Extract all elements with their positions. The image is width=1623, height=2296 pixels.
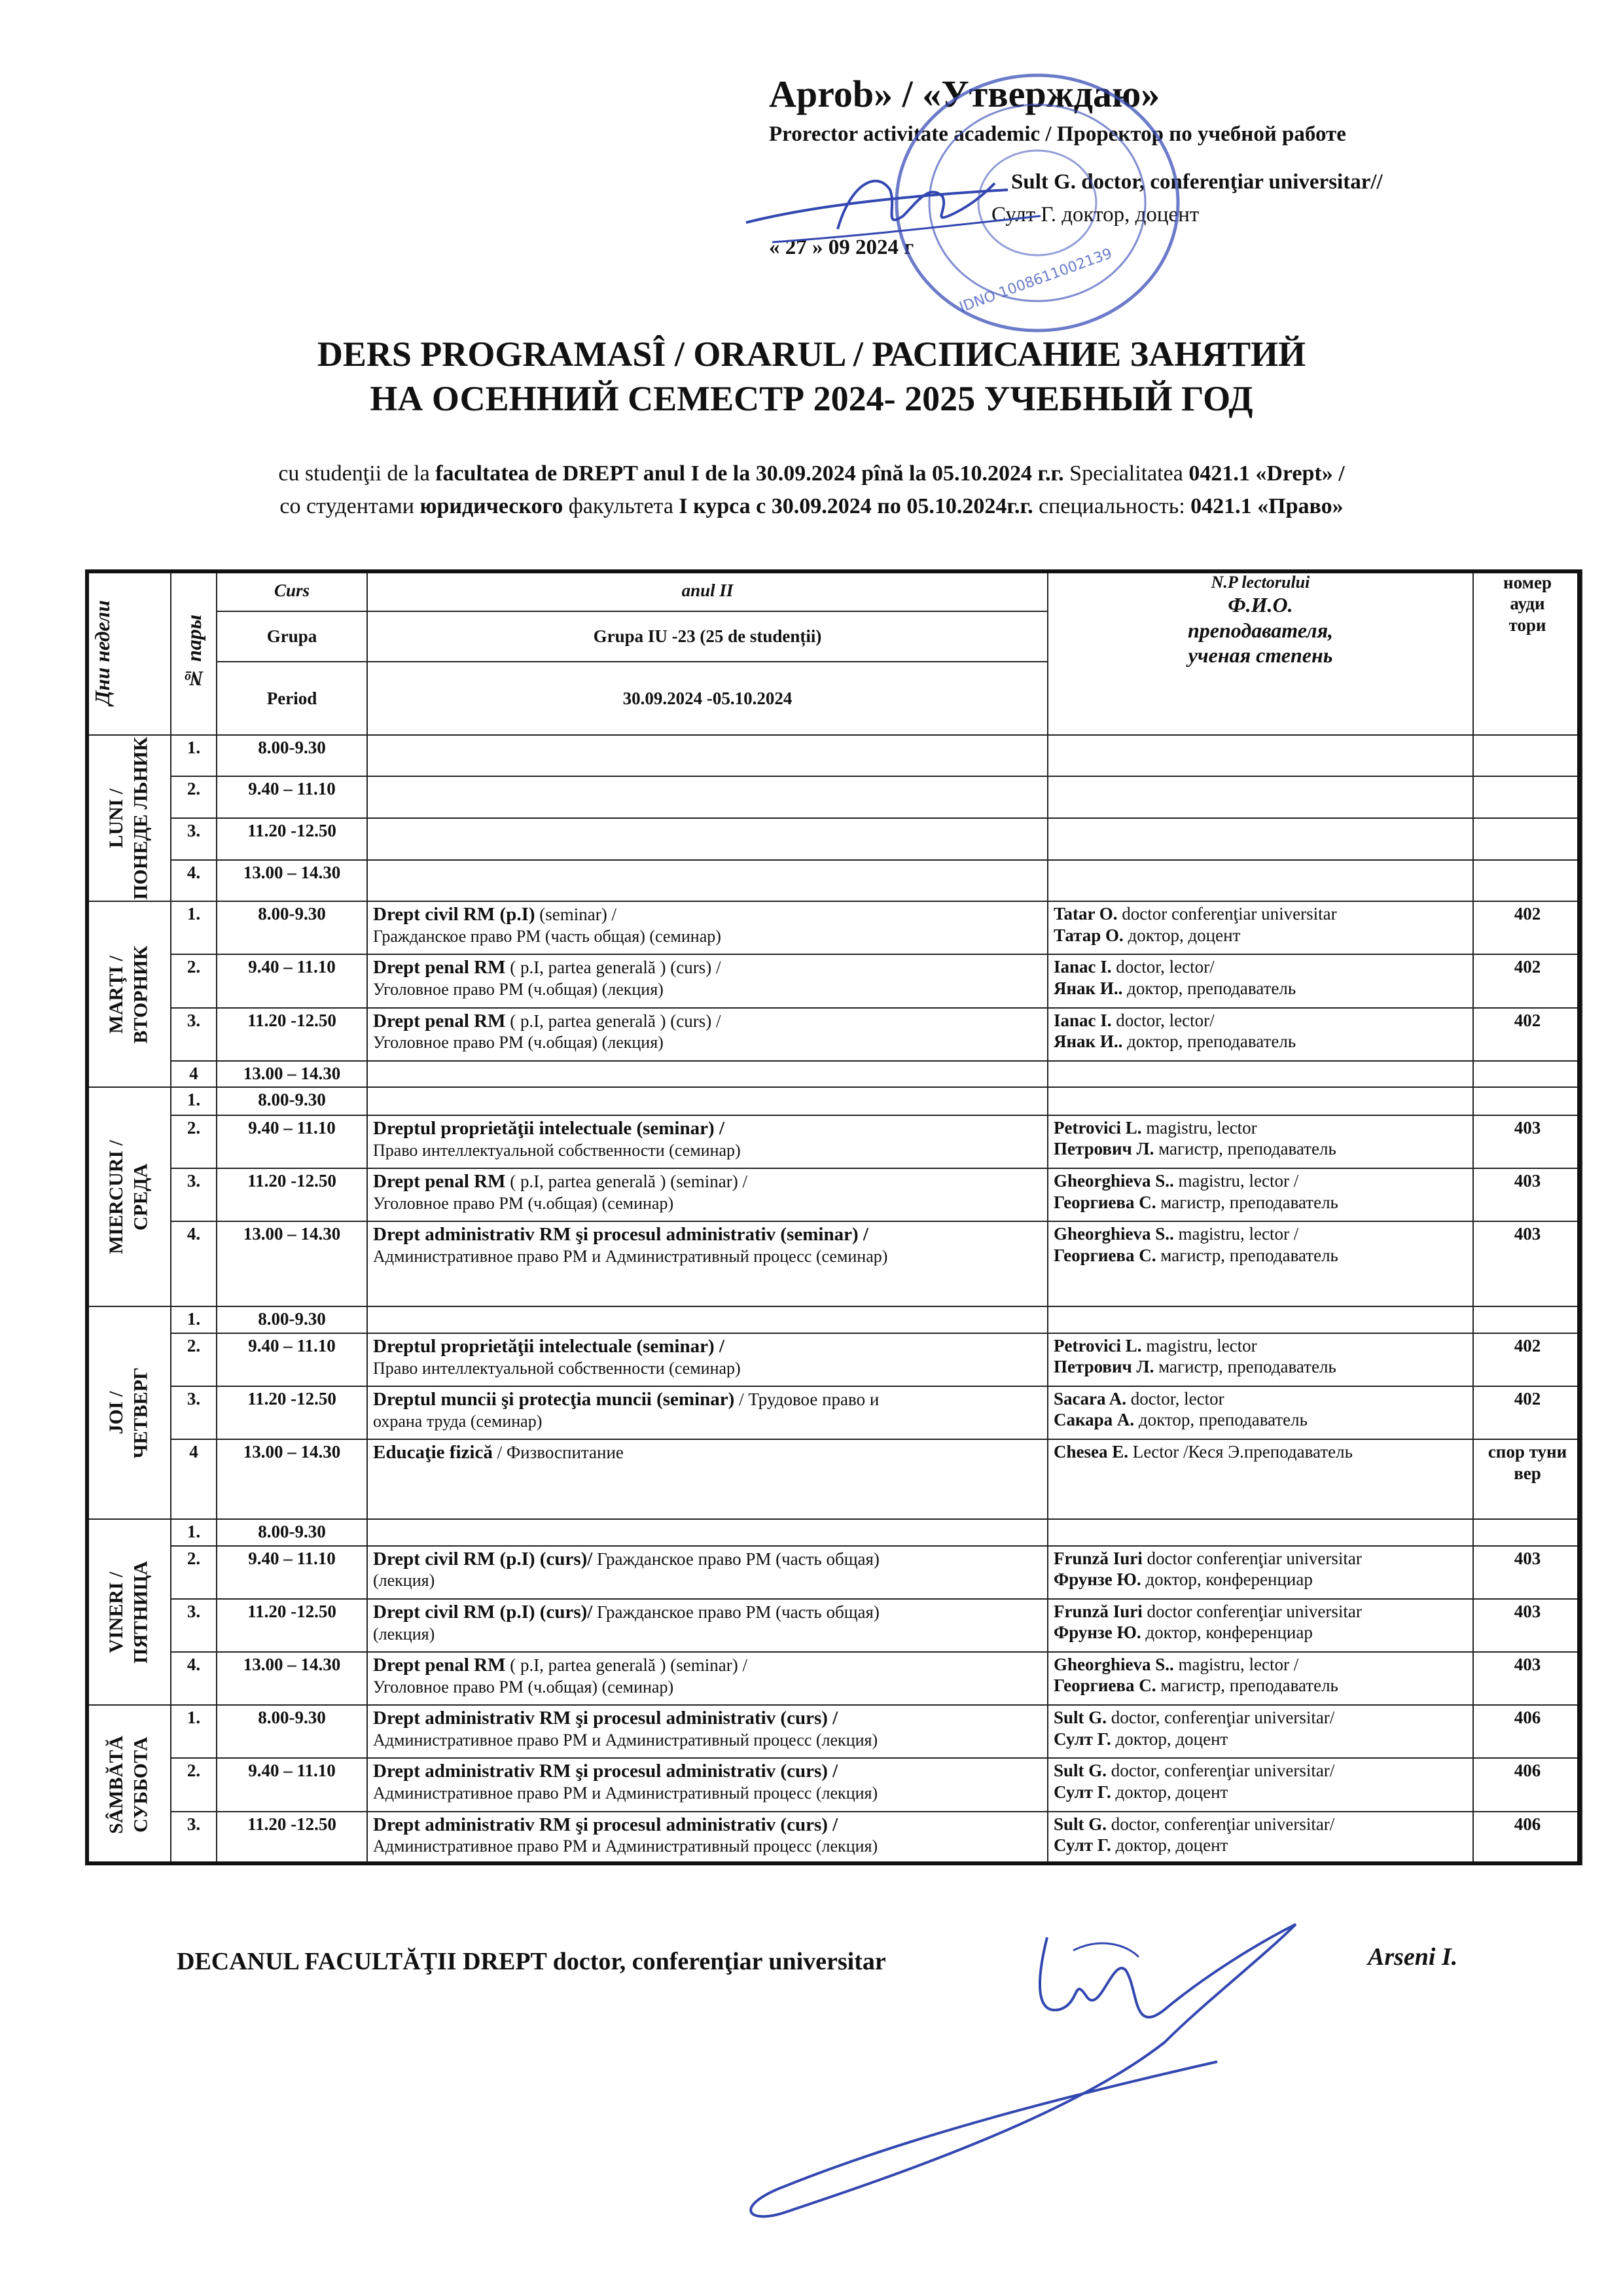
pair-number: 1. <box>171 1519 217 1546</box>
subtitle-ro-d: 0421.1 «Drept» / <box>1188 461 1345 486</box>
approval-date: « 27 » 09 2024 г <box>769 236 914 259</box>
subject-ro: Educaţie fizică <box>373 1442 493 1463</box>
stamp-id-text: IDNO 1008611002139 <box>957 245 1115 316</box>
lecturer-ro-name: Ianac I. <box>1054 957 1112 977</box>
day-name-ru: СРЕДА <box>130 1163 151 1230</box>
lecturer-ru-name: Фрунзе Ю. <box>1054 1623 1141 1643</box>
lecturer-ro-name: Sult G. <box>1054 1708 1107 1728</box>
subject-ro-extra: Гражданское право РМ (часть общая) <box>592 1549 880 1569</box>
lecturer-ro-name: Sacara A. <box>1054 1389 1126 1409</box>
lecturer-ro-title: magistru, lector / <box>1173 1224 1299 1244</box>
subject-ro-extra: / Трудовое право и <box>734 1390 880 1410</box>
lecturer-ru-title: магистр, преподаватель <box>1156 1192 1338 1212</box>
lecturer-ru-name: Сакара А. <box>1054 1410 1135 1430</box>
period-value: 30.09.2024 -05.10.2024 <box>367 662 1048 735</box>
lecturer-ru-name: Петрович Л. <box>1054 1139 1154 1159</box>
day-name-ru: ПОНЕДЕ ЛЬНИК <box>130 736 151 900</box>
subject-ro: Dreptul proprietăţii intelectuale (seminar) / <box>373 1118 724 1139</box>
subject-ro: Drept civil RM (p.I) (curs)/ <box>373 1601 593 1623</box>
subject-ro-extra: / Физвоспитание <box>492 1443 624 1463</box>
pair-number: 2. <box>171 1333 217 1386</box>
pair-number: 2. <box>171 1115 217 1168</box>
period-label: Period <box>217 662 367 735</box>
curs-label: Curs <box>217 570 367 611</box>
approval-name-ru: Султ Г. доктор, доцент <box>991 203 1200 226</box>
day-name-ro: LUNI / <box>105 788 127 848</box>
subject-ru: Административное право РМ и Административный процесс (семинар) <box>373 1247 888 1266</box>
lecturer-ru-title: доктор, конференциар <box>1141 1623 1313 1643</box>
lecturer-ro-name: Gheorghieva S.. <box>1054 1224 1174 1244</box>
pair-time: 8.00-9.30 <box>217 1519 367 1546</box>
subject-ru: (лекция) <box>373 1571 435 1590</box>
lecturer-ru-name: Георгиева С. <box>1054 1676 1156 1696</box>
lecturer-ru-title: доктор, доцент <box>1123 925 1241 945</box>
pair-time: 11.20 -12.50 <box>217 1386 367 1439</box>
pair-number: 3. <box>171 1599 217 1652</box>
subject-ru: Уголовное право РМ (ч.общая) (лекция) <box>373 1033 664 1052</box>
lecturer-ro-title: magistru, lector <box>1141 1335 1257 1355</box>
pair-column-header: № пары <box>171 570 217 735</box>
pair-number: 2. <box>171 954 217 1007</box>
pair-time: 13.00 – 14.30 <box>217 860 367 902</box>
pair-time: 11.20 -12.50 <box>217 1008 367 1061</box>
room-number: 403 <box>1473 1652 1582 1705</box>
pair-number: 3. <box>171 1386 217 1439</box>
room-number: 406 <box>1473 1705 1582 1758</box>
pair-time: 9.40 – 11.10 <box>217 954 367 1007</box>
pair-number: 2. <box>171 776 217 818</box>
subject-ro-extra: (seminar) / <box>535 905 616 925</box>
pair-time: 8.00-9.30 <box>217 1087 367 1115</box>
pair-time: 13.00 – 14.30 <box>217 1061 367 1088</box>
room-number: 406 <box>1473 1758 1582 1811</box>
lecturer-ro-title: doctor, lector/ <box>1111 957 1215 977</box>
pair-number: 3. <box>171 1008 217 1061</box>
subject-ro: Drept administrativ RM şi procesul administrativ (seminar) / <box>373 1224 868 1246</box>
approval-title: Aprob» / «Утверждаю» <box>769 73 1160 115</box>
room-number: 402 <box>1473 1386 1582 1439</box>
lecturer-ru-name: Фрунзе Ю. <box>1054 1570 1141 1590</box>
lecturer-ru-name: Янак И.. <box>1054 1031 1123 1051</box>
lecturer-ru-title: доктор, преподаватель <box>1134 1410 1308 1430</box>
subject-ro: Dreptul muncii şi protecţia muncii (seminar) <box>373 1389 735 1410</box>
pair-number: 3. <box>171 1168 217 1221</box>
pair-number: 4. <box>171 860 217 902</box>
lecturer-ro-title: Lector /Кеся Э.преподаватель <box>1128 1442 1353 1462</box>
subtitle-ro <box>0 461 1623 486</box>
subject-ru: Уголовное право РМ (ч.общая) (семинар) <box>373 1677 674 1696</box>
subject-ro: Drept administrativ RM şi procesul administrativ (curs) / <box>373 1814 838 1835</box>
lecturer-ro-name: Tatar O. <box>1054 904 1118 924</box>
subject-ro: Drept administrativ RM şi procesul administrativ (curs) / <box>373 1761 838 1782</box>
subject-ro: Drept civil RM (p.I) (curs)/ <box>373 1548 593 1570</box>
pair-time: 11.20 -12.50 <box>217 818 367 860</box>
pair-time: 11.20 -12.50 <box>217 1599 367 1652</box>
pair-number: 1. <box>171 735 217 777</box>
lecturer-ro-name: Gheorghieva S.. <box>1054 1171 1174 1191</box>
day-name-ru: ВТОРНИК <box>130 945 151 1043</box>
grupa-label: Grupa <box>217 611 367 662</box>
dean-line: DECANUL FACULTĂŢII DREPT doctor, conferenţiar universitar <box>177 1948 886 1975</box>
pair-time: 9.40 – 11.10 <box>217 1758 367 1811</box>
room-column-header: номер ауди тори <box>1473 570 1582 735</box>
subject-ru: охрана труда (семинар) <box>373 1411 543 1431</box>
table-outer-border <box>85 569 1581 1865</box>
subject-ru: Административное право РМ и Административный процесс (лекция) <box>373 1837 878 1856</box>
lecturer-ru-title: магистр, преподаватель <box>1154 1139 1336 1159</box>
subject-ro-extra: ( p.I, partea generală ) (curs) / <box>505 1011 721 1031</box>
subject-ro-extra: ( p.I, partea generală ) (curs) / <box>505 958 721 978</box>
lecturer-ro-name: Gheorghieva S.. <box>1054 1655 1174 1675</box>
pair-number: 1. <box>171 1306 217 1333</box>
room-number: 403 <box>1473 1221 1582 1306</box>
approval-role: Prorector activitate academic / Проректор по учебной работе <box>769 122 1346 146</box>
dean-name: Arseni I. <box>1368 1943 1458 1971</box>
lecturer-ro-title: doctor, conferenţiar universitar/ <box>1107 1761 1335 1781</box>
room-number: 403 <box>1473 1599 1582 1652</box>
lecturer-ru-name: Янак И.. <box>1054 978 1123 998</box>
lecturer-ru-name: Петрович Л. <box>1054 1357 1154 1377</box>
subject-ro: Drept administrativ RM şi procesul administrativ (curs) / <box>373 1708 838 1729</box>
lecturer-ru-name: Георгиева С. <box>1054 1192 1156 1212</box>
lecturer-ro-title: doctor, conferenţiar universitar/ <box>1107 1814 1335 1834</box>
lecturer-ru-title: магистр, преподаватель <box>1156 1676 1338 1696</box>
room-number: 403 <box>1473 1168 1582 1221</box>
subject-ru: (лекция) <box>373 1624 435 1643</box>
lecturer-ru-name: Султ Г. <box>1054 1835 1111 1855</box>
subject-ro-extra: Гражданское право РМ (часть общая) <box>592 1602 880 1622</box>
lecturer-ro-title: doctor, lector/ <box>1111 1010 1215 1030</box>
pair-number: 4. <box>171 1652 217 1705</box>
day-name-ro: SÂMBĂTĂ <box>105 1736 127 1835</box>
document-title-line1: DERS PROGRAMASÎ / ORARUL / РАСПИСАНИЕ ЗАНЯТИЙ <box>317 334 1306 374</box>
lecturer-ro-name: Petrovici L. <box>1054 1335 1142 1355</box>
lecturer-ro-title: doctor, conferenţiar universitar/ <box>1107 1708 1335 1728</box>
lecturer-ro-title: magistru, lector <box>1141 1118 1257 1138</box>
pair-number: 3. <box>171 818 217 860</box>
subject-ru: Гражданское право РМ (часть общая) (семинар) <box>373 927 721 946</box>
pair-number: 4 <box>171 1061 217 1088</box>
subject-ru: Право интеллектуальной собственности (семинар) <box>373 1140 741 1160</box>
room-number: 402 <box>1473 954 1582 1007</box>
pair-number: 2. <box>171 1546 217 1599</box>
pair-time: 9.40 – 11.10 <box>217 776 367 818</box>
subject-ro-extra: ( p.I, partea generală ) (seminar) / <box>505 1655 748 1676</box>
lecturer-ro-title: doctor conferenţiar universitar <box>1142 1548 1362 1568</box>
pair-time: 11.20 -12.50 <box>217 1812 367 1865</box>
lecturer-ro-name: Frunză Iuri <box>1054 1548 1143 1568</box>
subject-ro: Drept penal RM <box>373 1655 506 1676</box>
subtitle-ru <box>0 494 1623 519</box>
lecturer-ru-title: доктор, преподаватель <box>1122 978 1296 998</box>
pair-time: 13.00 – 14.30 <box>217 1439 367 1519</box>
lecturer-column-header: N.P lectorului Ф.И.О. преподавателя, ученая степень <box>1048 570 1473 735</box>
subject-ro: Drept penal RM <box>373 1171 506 1193</box>
approval-name-ro: Sult G. doctor, conferenţiar universitar// <box>1011 170 1383 194</box>
subtitle-ru-e: специальность: <box>1033 494 1191 518</box>
pair-time: 11.20 -12.50 <box>217 1168 367 1221</box>
pair-time: 13.00 – 14.30 <box>217 1221 367 1306</box>
subject-ro-extra: ( p.I, partea generală ) (seminar) / <box>505 1172 748 1192</box>
pair-number: 1. <box>171 1087 217 1115</box>
pair-time: 9.40 – 11.10 <box>217 1546 367 1599</box>
prorector-signature <box>733 144 1060 262</box>
lecturer-ro-title: doctor conferenţiar universitar <box>1117 904 1337 924</box>
curs-value: anul II <box>367 570 1048 611</box>
subject-ru: Административное право РМ и Административный процесс (лекция) <box>373 1784 878 1803</box>
lecturer-ru-name: Султ Г. <box>1054 1729 1111 1749</box>
subtitle-ro-b: facultatea de DREPT anul I de la 30.09.2024 pînă la 05.10.2024 г.г. <box>435 461 1064 486</box>
lecturer-ro-name: Frunză Iuri <box>1054 1601 1143 1621</box>
lecturer-ro-name: Sult G. <box>1054 1814 1107 1834</box>
room-number: спор туни вер <box>1473 1439 1582 1519</box>
lecturer-ro-title: magistru, lector / <box>1173 1655 1299 1675</box>
day-name-ro: MIERCURI / <box>105 1139 127 1254</box>
pair-number: 3. <box>171 1812 217 1865</box>
lecturer-ro-name: Chesea E. <box>1054 1442 1128 1462</box>
pair-time: 9.40 – 11.10 <box>217 1115 367 1168</box>
subject-ru: Уголовное право РМ (ч.общая) (лекция) <box>373 980 664 999</box>
subtitle-ro-a: cu studenţii de la <box>278 461 436 486</box>
room-number: 402 <box>1473 1333 1582 1386</box>
room-number: 403 <box>1473 1546 1582 1599</box>
subject-ro: Drept civil RM (p.I) <box>373 904 535 925</box>
dean-signature <box>707 1898 1427 2265</box>
grupa-value: Grupa IU -23 (25 de studenții) <box>367 611 1048 662</box>
pair-number: 4 <box>171 1439 217 1519</box>
room-number: 403 <box>1473 1115 1582 1168</box>
room-number: 402 <box>1473 901 1582 954</box>
day-name-ru: СУББОТА <box>130 1736 151 1833</box>
lecturer-ro-name: Petrovici L. <box>1054 1118 1142 1138</box>
pair-time: 8.00-9.30 <box>217 735 367 777</box>
lecturer-ru-title: доктор, преподаватель <box>1122 1031 1296 1051</box>
day-name-ro: JOI / <box>105 1391 127 1435</box>
lecturer-ru-title: доктор, доцент <box>1111 1782 1228 1802</box>
day-name-ru: ПЯТНИЦА <box>130 1560 151 1664</box>
room-number: 402 <box>1473 1008 1582 1061</box>
subtitle-ro-c: Specialitatea <box>1063 461 1189 486</box>
subtitle-ru-b: юридического <box>419 494 563 518</box>
subject-ru: Уголовное право РМ (ч.общая) (семинар) <box>373 1193 674 1213</box>
day-name-ro: MARŢI / <box>105 955 127 1033</box>
lecturer-ro-title: magistru, lector / <box>1173 1171 1299 1191</box>
pair-number: 2. <box>171 1758 217 1811</box>
subtitle-ru-f: 0421.1 «Право» <box>1190 494 1344 518</box>
lecturer-ru-title: магистр, преподаватель <box>1156 1245 1338 1265</box>
subject-ro: Dreptul proprietăţii intelectuale (seminar) / <box>373 1335 724 1357</box>
lecturer-ru-title: доктор, доцент <box>1111 1729 1228 1749</box>
lecturer-ro-title: doctor conferenţiar universitar <box>1142 1601 1362 1621</box>
subtitle-ru-d: I курса с 30.09.2024 по 05.10.2024г.г. <box>679 494 1033 518</box>
lecturer-ru-title: доктор, доцент <box>1111 1835 1228 1855</box>
pair-time: 9.40 – 11.10 <box>217 1333 367 1386</box>
lecturer-ru-name: Султ Г. <box>1054 1782 1111 1802</box>
pair-time: 8.00-9.30 <box>217 901 367 954</box>
pair-time: 8.00-9.30 <box>217 1705 367 1758</box>
lecturer-ro-name: Sult G. <box>1054 1761 1107 1781</box>
lecturer-ru-title: магистр, преподаватель <box>1154 1357 1336 1377</box>
day-name-ru: ЧЕТВЕРГ <box>130 1367 151 1459</box>
day-name-ro: VINERI / <box>105 1571 127 1653</box>
subtitle-ru-a: со студентами <box>279 494 420 518</box>
pair-number: 4. <box>171 1221 217 1306</box>
subject-ru: Право интеллектуальной собственности (семинар) <box>373 1358 741 1378</box>
pair-number: 1. <box>171 901 217 954</box>
pair-number: 1. <box>171 1705 217 1758</box>
room-number: 406 <box>1473 1812 1582 1865</box>
lecturer-ru-name: Георгиева С. <box>1054 1245 1156 1265</box>
lecturer-ru-name: Татар О. <box>1054 925 1124 945</box>
days-column-header: Дни недели <box>86 570 171 735</box>
subject-ru: Административное право РМ и Административный процесс (лекция) <box>373 1731 878 1749</box>
lecturer-ru-title: доктор, конференциар <box>1141 1570 1313 1590</box>
subtitle-ru-c: факультета <box>563 494 679 518</box>
subject-ro: Drept penal RM <box>373 957 506 978</box>
lecturer-ro-title: doctor, lector <box>1126 1389 1224 1409</box>
pair-time: 8.00-9.30 <box>217 1306 367 1333</box>
pair-time: 13.00 – 14.30 <box>217 1652 367 1705</box>
lecturer-ro-name: Ianac I. <box>1054 1010 1112 1030</box>
document-title-line2: НА ОСЕННИЙ СЕМЕСТР 2024- 2025 УЧЕБНЫЙ ГОД <box>370 379 1253 418</box>
subject-ro: Drept penal RM <box>373 1010 506 1031</box>
